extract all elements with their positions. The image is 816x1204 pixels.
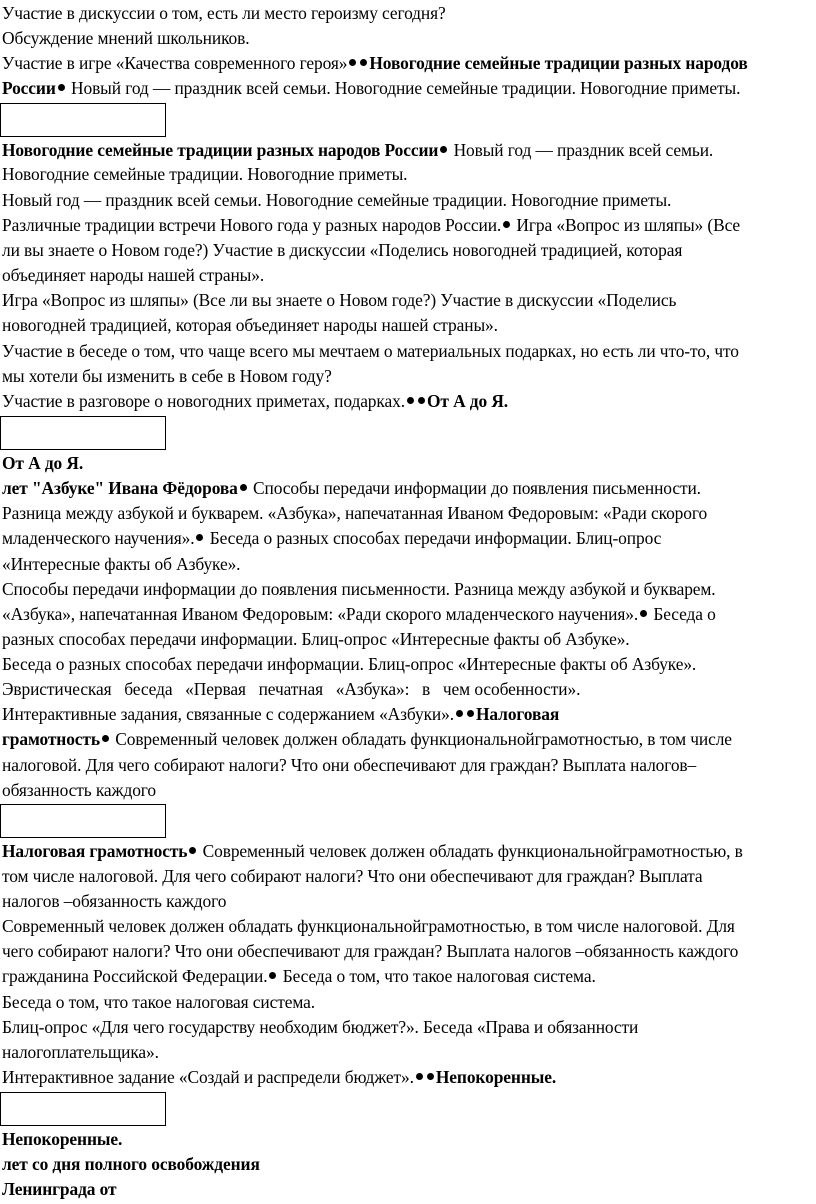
text-line: мы хотели бы изменить в себе в Новом году?	[2, 366, 332, 386]
text-line: Ленинграда от	[2, 1179, 117, 1199]
text-line: новогодней традицией, которая объединяет народы нашей страны».	[2, 315, 498, 335]
empty-table-cell	[0, 416, 166, 450]
text-line: младенческого научения». Беседа о разных способах передачи информации. Блиц-опрос	[2, 528, 662, 548]
text-line: «Азбука», напечатанная Иваном Федоровым: «Ради скорого младенческого научения». Беседа о	[2, 604, 716, 624]
empty-table-cell	[0, 1092, 166, 1126]
bullet-icon	[360, 59, 367, 66]
text-line: Беседа о том, что такое налоговая система.	[2, 992, 315, 1012]
text-line: налоговой. Для чего собирают налоги? Что они обеспечивают для граждан? Выплата налогов–	[2, 755, 697, 775]
empty-table-cell	[0, 103, 166, 137]
text-line: разных способах передачи информации. Блиц-опрос «Интересные факты об Азбуке».	[2, 629, 630, 649]
text-line: «Интересные факты об Азбуке».	[2, 554, 241, 574]
text-line: Способы передачи информации до появления письменности. Разница между азбукой и букварем.	[2, 579, 716, 599]
text-line: От А до Я.	[2, 453, 84, 473]
text-line: чего собирают налоги? Что они обеспечивают для граждан? Выплата налогов –обязанность каждого	[2, 941, 739, 961]
text-line: Различные традиции встречи Нового года у разных народов России. Игра «Вопрос из шляпы» (Все	[2, 215, 741, 235]
text-line: Разница между азбукой и букварем. «Азбука», напечатанная Иваном Федоровым: «Ради скорого	[2, 503, 708, 523]
text-line: Обсуждение мнений школьников.	[2, 28, 250, 48]
text-line: Налоговая грамотность Современный человек должен обладать функциональнойграмотностью, в	[2, 841, 743, 861]
bullet-icon	[269, 972, 276, 979]
text-line: налогов –обязанность каждого	[2, 891, 227, 911]
bullet-icon	[189, 847, 196, 854]
text-line: том числе налоговой. Для чего собирают налоги? Что они обеспечивают для граждан? Выплата	[2, 866, 703, 886]
bullet-icon	[349, 59, 356, 66]
bullet-icon	[427, 1073, 434, 1080]
text-line: Игра «Вопрос из шляпы» (Все ли вы знаете о Новом годе?) Участие в дискуссии «Поделись	[2, 290, 677, 310]
bullet-icon	[640, 610, 647, 617]
text-line: России Новый год — праздник всей семьи. Новогодние семейные традиции. Новогодние приметы.	[2, 78, 741, 98]
text-line: обязанность каждого	[2, 780, 156, 800]
text-line: лет со дня полного освобождения	[2, 1154, 260, 1174]
bullet-icon	[58, 84, 65, 91]
text-line: лет "Азбуке" Ивана Фёдорова Способы передачи информации до появления письменности.	[2, 478, 701, 498]
bullet-icon	[416, 1073, 423, 1080]
text-line: грамотность Современный человек должен обладать функциональнойграмотностью, в том числе	[2, 729, 732, 749]
text-line: Блиц-опрос «Для чего государству необходим бюджет?». Беседа «Права и обязанности	[2, 1017, 639, 1037]
text-line: Непокоренные.	[2, 1129, 123, 1149]
bullet-icon	[456, 710, 463, 717]
text-line: Новый год — праздник всей семьи. Новогодние семейные традиции. Новогодние приметы.	[2, 190, 672, 210]
text-line: Участие в дискуссии о том, есть ли место героизму сегодня?	[2, 3, 446, 23]
text-line: объединяет народы нашей страны».	[2, 265, 265, 285]
bullet-icon	[503, 221, 510, 228]
bullet-icon	[240, 484, 247, 491]
bullet-icon	[467, 710, 474, 717]
text-line: Современный человек должен обладать функциональнойграмотностью, в том числе налоговой. Для	[2, 916, 735, 936]
bullet-icon	[440, 146, 447, 153]
text-line: Эвристическая беседа «Первая печатная «Азбука»: в чем особенности».	[2, 679, 581, 699]
text-line: Интерактивные задания, связанные с содержанием «Азбуки». Налоговая	[2, 704, 560, 724]
text-line: ли вы знаете о Новом годе?) Участие в дискуссии «Поделись новогодней традицией, которая	[2, 240, 683, 260]
text-line: Новогодние семейные традиции. Новогодние приметы.	[2, 164, 408, 184]
text-line: Участие в разговоре о новогодних приметах, подарках. От А до Я.	[2, 391, 509, 411]
text-line: Участие в игре «Качества современного героя» Новогодние семейные традиции разных народов	[2, 53, 748, 73]
bullet-icon	[196, 534, 203, 541]
bullet-icon	[418, 397, 425, 404]
text-line: налогоплательщика».	[2, 1042, 159, 1062]
text-line: Новогодние семейные традиции разных народов России Новый год — праздник всей семьи.	[2, 140, 714, 160]
text-line: Интерактивное задание «Создай и распредели бюджет». Непокоренные.	[2, 1067, 557, 1087]
text-line: Участие в беседе о том, что чаще всего мы мечтаем о материальных подарках, но есть ли что-то, что	[2, 341, 739, 361]
text-line: Беседа о разных способах передачи информации. Блиц-опрос «Интересные факты об Азбуке».	[2, 654, 697, 674]
bullet-icon	[407, 397, 414, 404]
text-line: гражданина Российской Федерации. Беседа о том, что такое налоговая система.	[2, 966, 596, 986]
empty-table-cell	[0, 804, 166, 838]
bullet-icon	[102, 735, 109, 742]
